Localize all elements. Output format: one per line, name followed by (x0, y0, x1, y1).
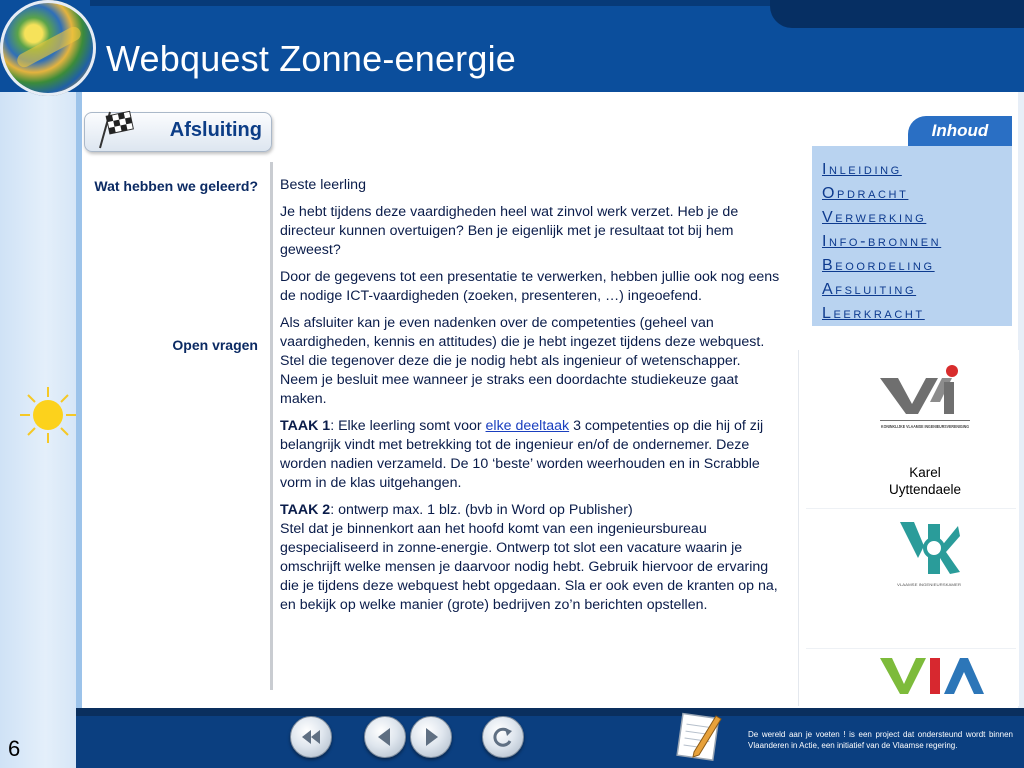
task-1-label: TAAK 1 (280, 418, 331, 434)
task-2 (280, 501, 780, 615)
label-open-questions: Open vragen (172, 337, 258, 353)
globe-logo-icon (0, 0, 96, 96)
toc-link-inleiding[interactable]: Inleiding (822, 161, 902, 178)
toc-link-beoordeling[interactable]: Beoordeling (822, 257, 935, 274)
notepad-icon[interactable] (672, 708, 726, 764)
previous-slide-button[interactable] (364, 716, 406, 758)
toc-link-leerkracht[interactable]: Leerkracht (822, 305, 925, 322)
footer-note: De wereld aan je voeten ! is een project dat ondersteund wordt binnen Vlaanderen in Actie, een initiatief van de Vlaamse regering. (748, 730, 1013, 750)
credit-last-name: Uyttendaele (888, 482, 962, 497)
credit-name (870, 464, 980, 498)
task-1 (280, 417, 780, 493)
column-divider (270, 162, 273, 690)
toc-link-verwerking[interactable]: Verwerking (822, 209, 927, 226)
task-1-text-after: 3 competenties op die hij of zij belangrijk vindt met betrekking tot de ingenieur en/of de ondernemer. Deze worden nadien verzameld. De 10 ‘beste’ worden weerhouden en in Scrabble vorm in de klas uitgehangen. (280, 418, 764, 491)
sub-task-link[interactable]: elke deeltaak (485, 418, 570, 434)
rewind-icon (291, 717, 331, 757)
paragraph-effort: Je hebt tijdens deze vaardigheden heel wat zinvol werk verzet. Heb je de directeur kunnen overtuigen? Ben je eigenlijk met je resultaat tot bij hem geweest? (280, 204, 739, 258)
section-title: Afsluiting (169, 119, 262, 141)
paragraph-ict-skills: Door de gegevens tot een presentatie te verwerken, hebben jullie ook nog eens de nodige ICT-vaardigheden (zoeken, presenteren, …) ingeoefend. (280, 269, 780, 304)
vik-logo-text: VLAAMSE INGENIEURSKAMER (897, 582, 962, 587)
vik-logo-icon (894, 518, 964, 592)
toc-link-info-bronnen[interactable]: Info-bronnen (822, 233, 942, 250)
header-accent (770, 0, 1024, 28)
task-2-body: Stel dat je binnenkort aan het hoofd komt van een ingenieursbureau gespecialiseerd in zonne-energie. Ontwerp tot slot een vacature waarin je omschrijft welke mensen je daarvoor nodig hebt. Gebruik hiervoor de ervaring die je tijdens deze webquest hebt opgedaan. Sla er ook even de kranten op na, en bekijk op welke manier (grote) bedrijven zo’n berichten opstellen. (280, 521, 778, 613)
page-title: Webquest Zonne-energie (106, 38, 516, 79)
arrow-left-icon (365, 717, 405, 757)
label-learned: Wat hebben we geleerd? (94, 178, 258, 194)
toc-link-afsluiting[interactable]: Afsluiting (822, 281, 917, 298)
contents-tab-label: Inhoud (931, 121, 989, 140)
first-slide-button[interactable] (290, 716, 332, 758)
task-2-label: TAAK 2 (280, 502, 331, 518)
arrow-right-icon (411, 717, 451, 757)
kviv-logo-icon (878, 364, 972, 440)
credit-first-name: Karel (909, 465, 941, 480)
sun-icon (18, 385, 78, 445)
via-logo-icon (878, 652, 986, 698)
return-button[interactable] (482, 716, 524, 758)
greeting-text: Beste leerling (280, 177, 366, 193)
toc-link-opdracht[interactable]: Opdracht (822, 185, 909, 202)
kviv-logo-text: KONINKLIJKE VLAAMSE INGENIEURSVERENIGING (881, 424, 969, 429)
via-logo-text: VIA (931, 698, 933, 699)
main-text (280, 176, 780, 623)
next-slide-button[interactable] (410, 716, 452, 758)
task-1-text-before: : Elke leerling somt voor (330, 418, 486, 434)
paragraph-competences: Als afsluiter kan je even nadenken over de competenties (geheel van vaardigheden, kennis en attitudes) die je hebt ingezet tijdens deze webquest. Stel die tegenover deze die je nodig hebt als ingenieur of wetenschapper. Neem je besluit mee wanneer je straks een doordachte studiekeuze gaat maken. (280, 315, 765, 407)
slide-number: 6 (8, 736, 21, 761)
return-icon (483, 717, 523, 757)
footer-band-edge (76, 708, 1024, 716)
toc-list (822, 158, 941, 326)
header-accent-line (90, 0, 770, 6)
task-2-intro: : ontwerp max. 1 blz. (bvb in Word op Publisher) (330, 502, 633, 518)
